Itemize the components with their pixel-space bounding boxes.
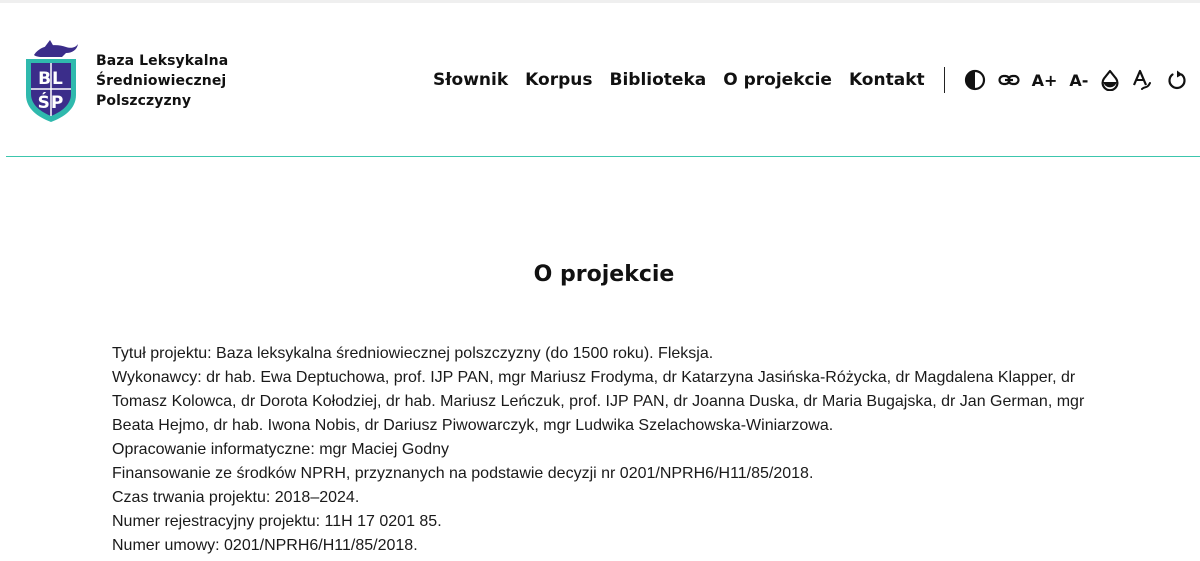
font-increase-button[interactable]: A+ [1031, 70, 1058, 90]
nav-o-projekcie[interactable]: O projekcie [723, 70, 832, 90]
nav-kontakt[interactable]: Kontakt [848, 70, 925, 90]
site-name-line: Polszczyzny [96, 93, 192, 109]
font-decrease-button[interactable]: A- [1069, 70, 1089, 90]
main-nav [433, 65, 1200, 95]
grayscale-button[interactable] [1100, 67, 1120, 93]
nav-korpus[interactable]: Korpus [525, 70, 593, 90]
it-development-line: Opracowanie informatyczne: mgr Maciej Godny [112, 441, 450, 458]
site-name [96, 51, 228, 111]
nav-slownik[interactable]: Słownik [433, 70, 509, 90]
duration-line: Czas trwania projektu: 2018–2024. [112, 489, 360, 506]
reset-button[interactable] [1166, 67, 1188, 93]
contrast-icon [964, 69, 986, 91]
link-icon [998, 69, 1020, 91]
home-logo-link[interactable] [22, 37, 228, 123]
project-title-line: Tytuł projektu: Baza leksykalna średniowiecznej polszczyzny (do 1500 roku). Fleksja. [112, 345, 714, 362]
registration-number-line: Numer rejestracyjny projektu: 11H 17 0201 85. [112, 513, 442, 530]
project-info [112, 342, 1102, 558]
nav-biblioteka[interactable]: Biblioteka [609, 70, 707, 90]
accessibility-toolbar [964, 67, 1200, 93]
nav-separator [944, 67, 945, 93]
font-style-icon [1132, 69, 1154, 91]
emblem-icon [22, 37, 80, 123]
contrast-toggle-button[interactable] [964, 67, 986, 93]
site-name-line: Średniowiecznej [96, 73, 227, 89]
site-name-line: Baza Leksykalna [96, 53, 229, 69]
contributors-line: Wykonawcy: dr hab. Ewa Deptuchowa, prof. IJP PAN, mgr Mariusz Frodyma, dr Katarzyna Jasińska-Różycka, dr Magdalena Klapper, dr Tomasz Kolowca, dr Dorota Kołodziej, dr hab. Mariusz Leńczuk, prof. IJP PAN, dr Joanna Duska, dr Maria Bugajska, dr Jan German, mgr Beata Hejmo, dr hab. Iwona Nobis, dr Dariusz Piwowarczyk, mgr Ludwika Szelachowska-Winiarzowa. [112, 369, 1085, 434]
funding-line: Finansowanie ze środków NPRH, przyznanych na podstawie decyzji nr 0201/NPRH6/H11/85/2018. [112, 465, 814, 482]
header-divider [6, 156, 1200, 157]
drop-icon [1100, 69, 1120, 91]
emblem-letters-bottom: ŚP [37, 93, 65, 113]
reset-icon [1166, 69, 1188, 91]
contract-number-line: Numer umowy: 0201/NPRH6/H11/85/2018. [112, 537, 418, 554]
readable-font-button[interactable] [1132, 67, 1154, 93]
underline-links-button[interactable] [998, 67, 1020, 93]
page-title: O projekcie [533, 262, 675, 287]
emblem-letters-top: BL [38, 69, 64, 89]
site-header [0, 3, 1200, 156]
